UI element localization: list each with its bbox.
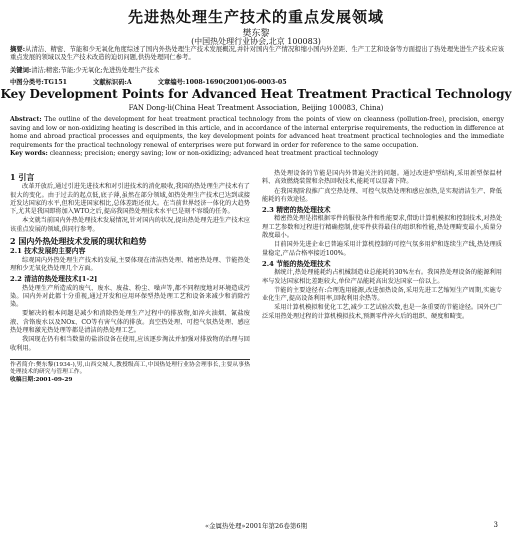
subsection-heading: 2.2 清洁的热处理技术[1-2] [10,275,98,284]
paragraph: 热处理生产所造成的废气、废水、废盐、粉尘、噪声等,都不同程度地对环境造成污染。国内外对此都十分重视,通过开发和应用环保型热处理工艺和设备来减少和消除污染。 [10,284,250,309]
abstract [10,46,504,63]
document-code: 文献标识码:A [93,79,132,86]
journal-footer: «金属热处理»2001年第26卷第6期 [205,522,307,530]
paragraph: 采用计算机模拟和优化工艺,减少工艺试验次数,也是一条重要的节能途径。国外已广泛采用热处理过程的计算机模拟技术,预测零件淬火后的组织、硬度和畸变。 [262,304,502,320]
paragraph: 综观国内外热处理生产技术的发展,主要体现在清洁热处理、精密热处理、节能热处理和少无氧化热处理几个方面。 [10,256,250,272]
english-abstract [10,116,504,159]
paragraph: 在我国现阶段推广真空热处理、可控气氛热处理和感应加热,是实现清洁生产、降低能耗的有效途径。 [262,187,502,203]
classification-meta [10,77,504,86]
affiliation: (中国热处理行业协会,北京 100083) [191,37,321,46]
paragraph: 本文就当前国内外热处理技术发展情况,针对国内的状况,提出热处理先进生产技术应该重点发展的领域,供同行参考。 [10,217,250,233]
paragraph: 目前国外先进企业已普遍采用计算机控制的可控气氛多用炉和连续生产线,热处理质量稳定,产品合格率接近100%。 [262,241,502,257]
section-heading: 2 国内外热处理技术发展的现状和趋势 [10,236,147,247]
paragraph: 精密热处理是指根据零件的服役条件和性能要求,借助计算机模拟和控制技术,对热处理工艺参数和过程进行精确控制,使零件获得最佳的组织和性能,热处理畸变最小,质量分散度最小。 [262,215,502,240]
paragraph: 据统计,热处理能耗约占机械制造业总能耗的30%左右。我国热处理设备的能源利用率与发达国家相比差距较大,单位产品能耗高出发达国家一倍以上。 [262,269,502,285]
left-column [10,170,250,384]
keywords-label: 关键词: [10,67,32,74]
author-name: 樊东黎 [242,29,270,39]
subsection-heading: 2.3 精密的热处理技术 [262,206,331,215]
paragraph: 要解决的根本问题是减少和消除热处理生产过程中的排放物,如淬火油烟、氰盐废液、含铬废水以及NOx、CO等有害气体的排放。真空热处理、可控气氛热处理、感应热处理和激光热处理等都是清洁的热处理工艺。 [10,310,250,335]
section-heading: 1 引言 [10,172,35,182]
footnote [10,359,250,385]
paragraph: 节能的主要途径有:合理选用能源,改进加热设备,采用先进工艺缩短生产周期,实施专业化生产,提高设备利用率,回收利用余热等。 [262,286,502,303]
article-number: 文章编号:1008-1690(2001)06-0003-05 [157,79,287,86]
right-column [262,170,502,322]
received-date: 收稿日期:2001-09-29 [10,376,73,383]
paragraph: 热处理设备的节能是国内外普遍关注的问题。通过改进炉型结构,采用新型保温材料、高效燃烧装置和余热回收技术,能耗可以显著下降。 [262,170,502,186]
paragraph: 我国现在仍有相当数量的盐浴设备在使用,应该逐步淘汰并加强对排放物的治理与回收利用。 [10,336,250,352]
english-title: Key Development Points for Advanced Heat Treatment Practical Technology [0,87,512,101]
english-author: FAN Dong-li(China Heat Treatment Association, Beijing 100083, China) [128,104,384,112]
subsection-heading: 2.4 节能的热处理技术 [262,259,331,268]
author-bio: 作者简介:樊东黎(1934-),男,山西交城人,教授级高工,中国热处理行业协会理事长,主要从事热处理技术的研究与管理工作。 [10,361,250,376]
paragraph: 改革开放后,通过引进先进技术和对引进技术的消化吸收,我国的热处理生产技术有了很大的变化。由于过去的起点低,底子薄,虽然在部分领域,如热处理生产技术已达到或接近发达国家的水平,但和先进国家相比,总体差距还很大。在当前世界经济一体化的大趋势下,尤其是我国即将加入WTO之后,提高我国热处理技术水平已是刻不容缓的任务。 [10,183,250,216]
clc-number: 中图分类号:TG151 [10,79,68,86]
keywords-text: 清洁;精密;节能;少无氧化;先进热处理生产技术 [31,67,160,74]
english-abstract-text: The outline of the development for heat treatment practical technology from the points of view on cleanness (pollution-free), precision, energy saving and low or non-oxidizing heating is described in this article, and in accordance of the internal enterprise requirements, the reduction in difference at home and abroad practical processes and equipments, the key development points for advanced heat treatment practical technologies and the immediate requirements for the practical technology renewal of enterprises were put forward in order for reference to the same occupation. [10,116,504,149]
keywords [10,67,504,75]
subsection-heading: 2.1 技术发展的主要内容 [10,247,86,256]
page-number: 3 [493,521,498,529]
english-keywords-text: cleanness; precision; energy saving; low or non-oxidizing; advanced heat treatment practical technology [49,150,379,157]
paper-title: 先进热处理生产技术的重点发展领域 [127,8,384,26]
abstract-label: 摘要: [10,46,26,53]
english-keywords-label: Key words: [10,150,48,157]
abstract-text: 从清洁、精密、节能和少无氧化角度综述了国内外热处理生产技术发展概况,并针对国内生产情况和缩小国内外差距、生产工艺和设备等方面提出了热处理先进生产技术应该重点发展的领域以及生产技术改造的迫切问题,供热处理同仁参考。 [10,46,504,62]
english-abstract-label: Abstract: [10,116,42,123]
